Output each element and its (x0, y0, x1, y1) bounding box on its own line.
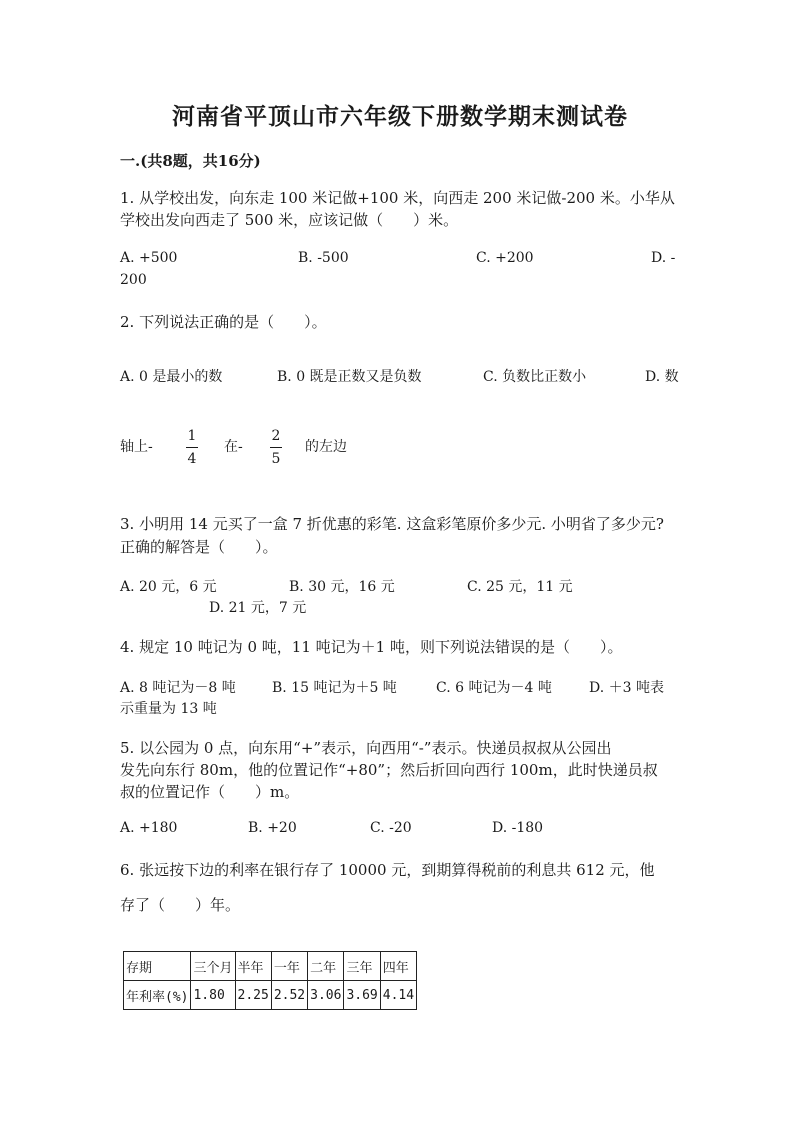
question-1-line-2: 学校出发向西走了 500 米，应该记做（ ）米。 (120, 211, 459, 229)
question-3-line-1: 3. 小明用 14 元买了一盒 7 折优惠的彩笔. 这盒彩笔原价多少元. 小明省了多少元? (120, 515, 664, 533)
table-cell: 3.06 (308, 981, 344, 1010)
question-5-option-c: C. -20 (370, 820, 412, 836)
question-1-option-c: C. +200 (476, 250, 534, 266)
fraction-bar (270, 447, 282, 448)
question-4-option-c: C. 6 吨记为－4 吨 (436, 680, 552, 696)
question-1-option-d-wrap: 200 (120, 272, 147, 288)
question-5-line-1: 5. 以公园为 0 点，向东用“+”表示，向西用“-”表示。快递员叔叔从公园出 (120, 739, 612, 757)
question-2-option-a: A. 0 是最小的数 (120, 369, 223, 385)
question-5-option-b: B. +20 (248, 820, 297, 836)
question-2-option-d: D. 数 (645, 369, 679, 385)
table-cell: 年利率(%) (124, 981, 191, 1010)
question-1-line-1: 1. 从学校出发，向东走 100 米记做+100 米，向西走 200 米记做-200 米。小华从 (120, 189, 675, 207)
question-3-line-2: 正确的解答是（ ）。 (120, 538, 278, 556)
table-header-row (124, 952, 417, 981)
question-5-line-3: 叔的位置记作（ ）m。 (120, 783, 300, 801)
question-4-stem: 4. 规定 10 吨记为 0 吨，11 吨记为＋1 吨，则下列说法错误的是（ ）。 (120, 638, 623, 656)
question-2-option-c: C. 负数比正数小 (483, 369, 587, 385)
table-row (124, 981, 417, 1010)
question-4-option-d-wrap: 示重量为 13 吨 (120, 701, 217, 717)
question-5-line-2: 发先向东行 80m，他的位置记作“+80”；然后折回向西行 100m，此时快递员叔 (120, 761, 658, 779)
question-2-continuation-prefix: 轴上- (120, 439, 153, 455)
question-4-option-a: A. 8 吨记为－8 吨 (120, 680, 236, 696)
question-4-option-b: B. 15 吨记为＋5 吨 (272, 680, 397, 696)
question-1-option-a: A. +500 (120, 250, 178, 266)
question-2-stem: 2. 下列说法正确的是（ ）。 (120, 313, 327, 331)
table-header-cell: 二年 (308, 952, 344, 981)
fraction-one-quarter (186, 428, 198, 467)
table-header-cell: 三年 (344, 952, 380, 981)
table-header-cell: 一年 (271, 952, 307, 981)
question-5-option-d: D. -180 (492, 820, 544, 836)
table-cell: 3.69 (344, 981, 380, 1010)
question-2-continuation-suffix: 的左边 (305, 439, 347, 455)
fraction-numerator: 2 (271, 428, 281, 444)
question-3-option-b: B. 30 元，16 元 (289, 579, 395, 595)
question-5-option-a: A. +180 (120, 820, 178, 836)
page-title: 河南省平顶山市六年级下册数学期末测试卷 (172, 103, 628, 130)
question-4-option-d: D. ＋3 吨表 (589, 680, 664, 696)
fraction-denominator: 5 (271, 451, 281, 467)
question-1-option-d: D. - (651, 250, 676, 266)
fraction-numerator: 1 (187, 428, 197, 444)
table-header-cell: 四年 (380, 952, 416, 981)
fraction-denominator: 4 (187, 451, 197, 467)
table-header-cell: 存期 (124, 952, 191, 981)
question-6-line-1: 6. 张远按下边的利率在银行存了 10000 元，到期算得税前的利息共 612 元，他 (120, 861, 655, 879)
table-cell: 2.25 (235, 981, 271, 1010)
interest-rate-table (123, 951, 417, 1010)
question-1-option-b: B. -500 (298, 250, 349, 266)
table-cell: 2.52 (271, 981, 307, 1010)
table-cell: 4.14 (380, 981, 416, 1010)
section-heading: 一.(共8题，共16分) (120, 152, 261, 170)
fraction-bar (186, 447, 198, 448)
question-2-option-b: B. 0 既是正数又是负数 (277, 369, 422, 385)
question-3-option-d: D. 21 元，7 元 (209, 600, 307, 616)
question-6-line-2: 存了（ ）年。 (120, 896, 241, 914)
fraction-two-fifths (270, 428, 282, 467)
table-cell: 1.80 (191, 981, 235, 1010)
question-3-option-c: C. 25 元，11 元 (467, 579, 573, 595)
table-header-cell: 半年 (235, 952, 271, 981)
question-3-option-a: A. 20 元，6 元 (120, 579, 217, 595)
table-header-cell: 三个月 (191, 952, 235, 981)
question-2-continuation-middle: 在- (224, 439, 243, 455)
